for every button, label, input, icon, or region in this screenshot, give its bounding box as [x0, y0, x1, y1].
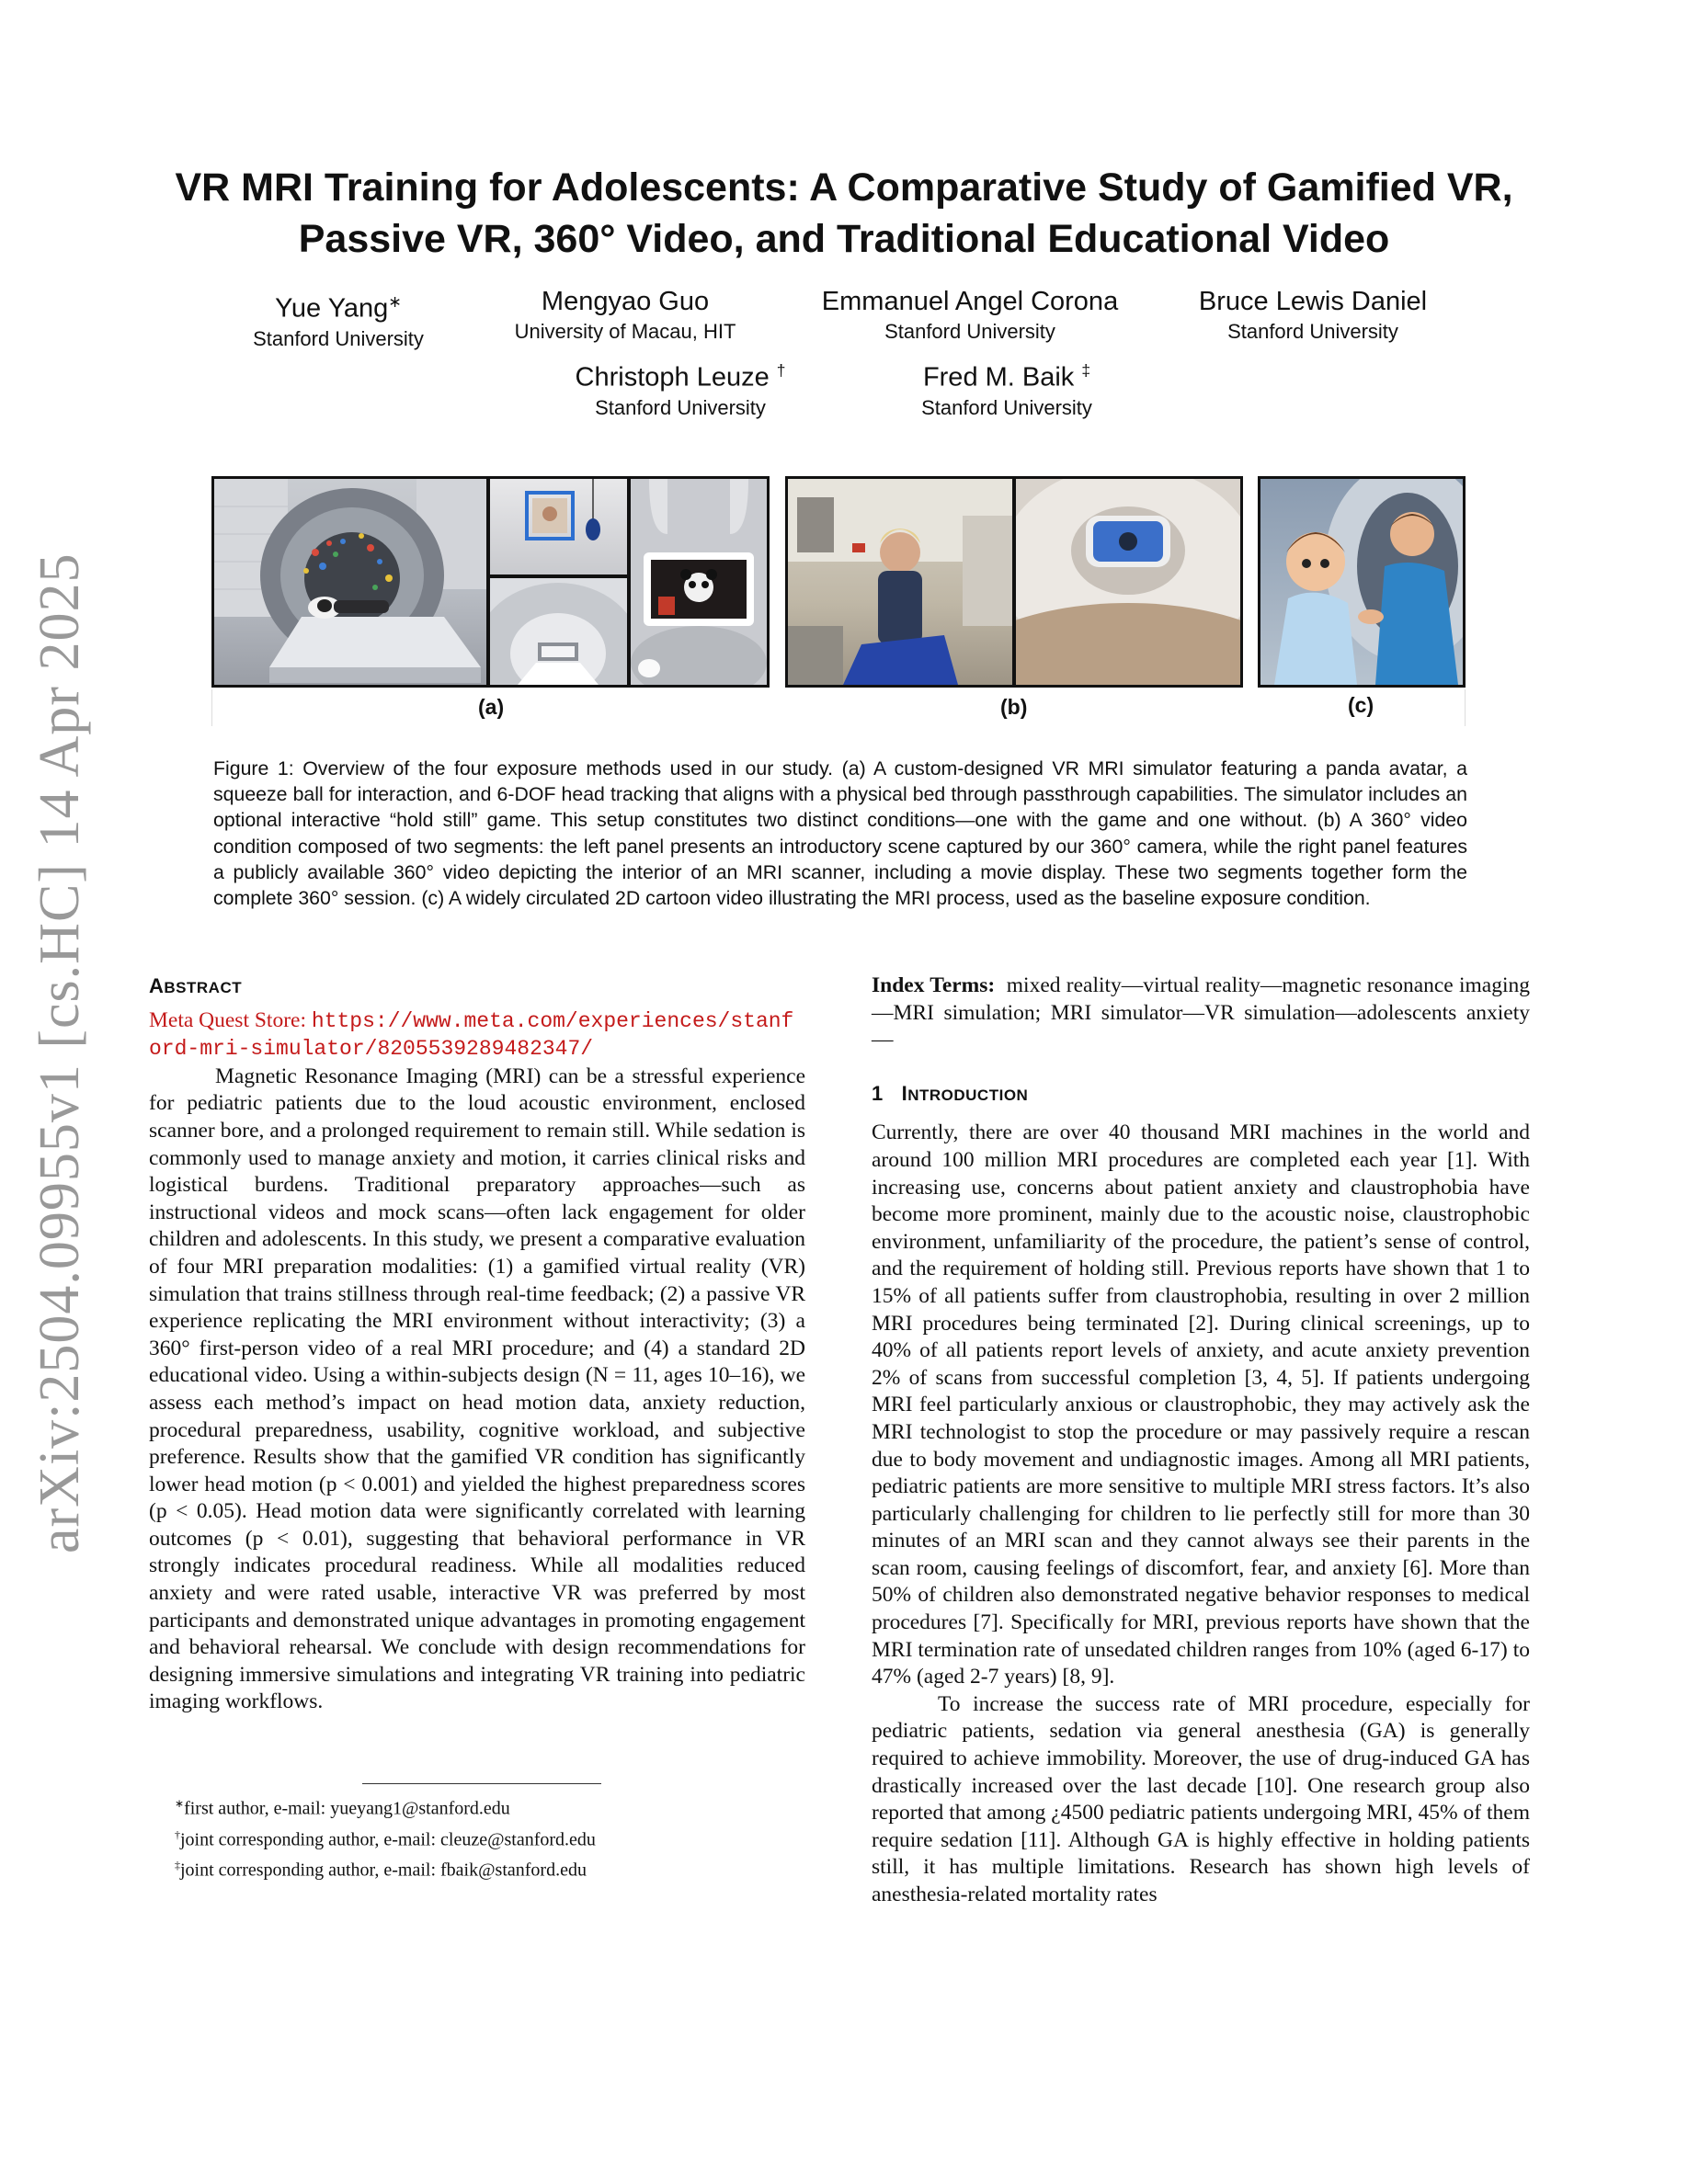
- index-terms-label: Index Terms:: [872, 973, 996, 997]
- right-column: [872, 973, 1530, 1909]
- abstract-heading: [149, 973, 805, 1002]
- figure-panel-a-scanner: [211, 476, 489, 688]
- author-block: [809, 285, 1131, 346]
- introduction-paragraph-2: To increase the success rate of MRI procedure, especially for pediatric patients, sedation via general anesthesia (GA) is generally required to achieve immobility. Moreover, the use of drug-induced GA has drastically increased over the last decade [10]. One research group also reported that among ¿4500 pediatric patients undergoing MRI, 45% of them require sedation [11]. Although GA is highly effective in holding patients still, it has multiple limitations. Research has shown high levels of anesthesia-related mortality rates: [872, 1691, 1530, 1906]
- paper-title: [110, 162, 1578, 265]
- index-terms-text: mixed reality—virtual reality—magnetic resonance imaging—MRI simulation; MRI simulator—VR simulation—adolescents anxiety—: [872, 973, 1531, 1052]
- abstract-text: Magnetic Resonance Imaging (MRI) can be a stressful experience for pediatric patients due to the loud acoustic environment, enclosed scanner bore, and a prolonged requirement to remain still. While sedation is commonly used to manage anxiety and motion, it carries clinical risks and logistical burdens. Traditional preparatory approaches—such as instructional videos and mock scans—often lack engagement for older children and adolescents. In this study, we present a comparative evaluation of four MRI preparation modalities: (1) a gamified virtual reality (VR) simulation that trains stillness through real-time feedback; (2) a passive VR experience replicating the MRI environment without interactivity; (3) a 360° first-person video of a real MRI procedure; and (4) a standard 2D educational video. Using a within-subjects design (N = 11, ages 10–16), we assess each method’s impact on head motion data, anxiety reduction, procedural preparedness, usability, cognitive workload, and subjective preference. Results show that the gamified VR condition has significantly lower head motion (p < 0.001) and yielded the highest preparedness scores (p < 0.05). Head motion data were significantly correlated with learning outcomes (p < 0.01), suggesting that behavioral performance in VR strongly indicates procedural readiness. While all modalities reduced anxiety and were rated usable, interactive VR was preferred by most participants and demonstrated unique advantages in promoting engagement and behavioral rehearsal. We conclude with design recommendations for designing immersive simulations and integrating VR training into pediatric imaging workflows.: [149, 1064, 805, 1714]
- abstract-heading-rest: BSTRACT: [164, 979, 243, 996]
- author-mark: ∗: [388, 292, 402, 311]
- index-terms: [872, 973, 1530, 1054]
- section-number: 1: [872, 1081, 884, 1105]
- author-affiliation: Stanford University: [253, 326, 424, 350]
- author-name: Bruce Lewis Daniel: [1198, 287, 1428, 316]
- introduction-heading-initial: I: [901, 1081, 908, 1105]
- introduction-heading-rest: NTRODUCTION: [907, 1086, 1029, 1104]
- figure-label-strip: [211, 689, 1466, 726]
- figure-panel-a-bore-view: [487, 575, 630, 688]
- author-block: [210, 285, 467, 353]
- author-affiliation: Stanford University: [1227, 320, 1398, 343]
- footnote: [175, 1791, 726, 1822]
- figure-panel-a-panda-avatar: [628, 476, 770, 688]
- figure-label-c: (c): [1348, 693, 1374, 717]
- author-block: [552, 354, 809, 422]
- author-mark: †: [776, 361, 786, 380]
- introduction-heading: [872, 1080, 1530, 1109]
- author-affiliation: Stanford University: [595, 395, 766, 419]
- figure-panel-a-squeeze-ball: [487, 476, 630, 577]
- abstract-heading-initial: A: [149, 974, 165, 997]
- figure-label-b: (b): [1000, 695, 1028, 719]
- paper-title-line-2: Passive VR, 360° Video, and Traditional Educational Video: [298, 217, 1390, 261]
- mri-scanner-illustration: [214, 479, 486, 685]
- figure-panel-b-mri-interior: [1013, 476, 1243, 688]
- author-name: Fred M. Baik: [922, 362, 1075, 392]
- mri-interior-illustration: [1016, 479, 1240, 685]
- abstract-column: [149, 973, 805, 1716]
- footnote-mark: ‡: [175, 1859, 180, 1872]
- panda-screen-illustration: [631, 479, 767, 685]
- cartoon-illustration: [1260, 479, 1463, 685]
- figure-panel-b-intro-scene: [785, 476, 1015, 688]
- footnote-mark: ∗: [175, 1797, 185, 1810]
- footnote: [175, 1822, 726, 1853]
- footnote-text: first author, e-mail: yueyang1@stanford.edu: [184, 1798, 510, 1819]
- paper-title-line-1: VR MRI Training for Adolescents: A Comparative Study of Gamified VR,: [175, 165, 1513, 210]
- author-name: Mengyao Guo: [541, 287, 710, 316]
- author-block: [883, 354, 1131, 422]
- author-name: Yue Yang: [275, 293, 389, 324]
- footnote-text: joint corresponding author, e-mail: fbaik@stanford.edu: [180, 1860, 587, 1881]
- author-affiliation: Stanford University: [884, 320, 1055, 343]
- footnote-mark: †: [175, 1827, 180, 1841]
- author-mark: ‡: [1081, 361, 1091, 380]
- author-block: [1175, 285, 1451, 346]
- figure-panel-c-cartoon: [1258, 476, 1466, 688]
- intro-scene-illustration: [788, 479, 1012, 685]
- arxiv-identifier-stamp: arXiv:2504.09955v1 [cs.HC] 14 Apr 2025: [29, 552, 91, 1553]
- author-block: [487, 285, 763, 346]
- store-label: Meta Quest Store:: [149, 1007, 306, 1032]
- figure-label-a: (a): [478, 695, 505, 719]
- footnote-text: joint corresponding author, e-mail: cleuze@stanford.edu: [180, 1829, 596, 1850]
- author-affiliation: University of Macau, HIT: [514, 320, 736, 343]
- introduction-paragraph-1: Currently, there are over 40 thousand MRI machines in the world and around 100 million MRI procedures are completed each year [1]. With increasing use, concerns about patient anxiety and claustrophobia have become more prominent, mainly due to the acoustic noise, claustrophobic environment, unfamiliarity of the procedure, the patient’s sense of control, and the requirement of holding still. Previous reports have shown that 1 to 15% of all patients suffer from claustrophobia, resulting in over 2 million MRI procedures being terminated [2]. During clinical screenings, up to 40% of all patients report levels of anxiety, and acute anxiety prevention 2% of scans from successful completion [3, 4, 5]. If patients undergoing MRI feel particularly anxious or claustrophobic, they may actively ask the MRI technologist to stop the procedure or may passively require a rescan due to body movement and undiagnostic images. Among all MRI patients, pediatric patients are more sensitive to multiple MRI stress factors. It’s also particularly challenging for children to lie perfectly still for more than 30 minutes of an MRI scan and they cannot always see their parents in the scan room, causing feelings of discomfort, fear, and anxiety [6]. More than 50% of children also demonstrated negative behavior responses to medical procedures [7]. Specifically for MRI, previous reports have shown that the MRI termination rate of unsedated children ranges from 10% (aged 6-17) to 47% (aged 2-7 years) [8, 9].: [872, 1120, 1530, 1689]
- author-affiliation: Stanford University: [921, 395, 1092, 419]
- author-name: Christoph Leuze: [575, 362, 770, 392]
- bore-view-illustration: [490, 578, 627, 685]
- footnotes: [175, 1791, 726, 1883]
- footnote: [175, 1852, 726, 1883]
- figure-caption: Figure 1: Overview of the four exposure methods used in our study. (a) A custom-designed VR MRI simulator featuring a panda avatar, a squeeze ball for interaction, and 6-DOF head tracking that aligns with a physical bed through passthrough capabilities. The simulator includes an optional interactive “hold still” game. This setup constitutes two distinct conditions—one with the game and one without. (b) A 360° video condition composed of two segments: the left panel presents an introductory scene captured by our 360° camera, while the right panel features a publicly available 360° video depicting the interior of an MRI scanner, including a movie display. These two segments together form the complete 360° session. (c) A widely circulated 2D cartoon video illustrating the MRI process, used as the baseline exposure condition.: [213, 757, 1467, 910]
- author-name: Emmanuel Angel Corona: [821, 287, 1119, 316]
- figure-1: [211, 476, 1466, 726]
- store-link-line: [149, 1007, 805, 1064]
- footnote-rule: [362, 1783, 601, 1784]
- squeeze-ball-illustration: [490, 479, 627, 574]
- store-link[interactable]: https://www.meta.com/experiences/stanford-mri-simulator/8205539289482347/: [149, 1008, 794, 1062]
